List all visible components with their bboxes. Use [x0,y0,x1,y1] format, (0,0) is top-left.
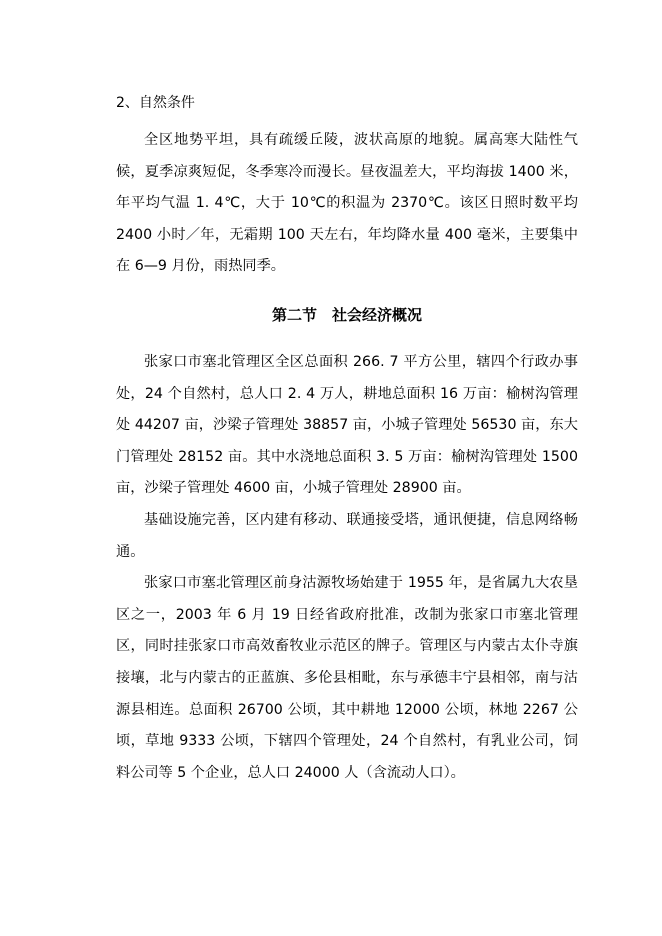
section-title: 第二节 社会经济概况 [271,305,422,324]
natural-conditions-heading: 2、自然条件 [116,95,195,111]
natural-conditions-paragraph: 全区地势平坦，具有疏缓丘陵，波状高原的地貌。属高寒大陆性气候，夏季凉爽短促，冬季寒冷而漫长。昼夜温差大，平均海拔 1400 米，年平均气温 1. 4℃，大于 10℃的积温为 2370℃。该区日照时数平均 2400 小时／年，无霜期 100 天左右，年均降水量 400 毫米，主要集中在 6—9 月份，雨热同季。 [116,132,578,275]
document-page [116,94,578,789]
area-paragraph: 张家口市塞北管理区全区总面积 266. 7 平方公里，辖四个行政办事处，24 个自然村，总人口 2. 4 万人，耕地总面积 16 万亩：榆树沟管理处 44207 亩，沙梁子管理处 38857 亩，小城子管理处 56530 亩，东大门管理处 28152 亩。其中水浇地总面积 3. 5 万亩：榆树沟管理处 1500 亩，沙梁子管理处 4600 亩，小城子管理处 28900 亩。 [116,353,578,497]
history-paragraph: 张家口市塞北管理区前身沽源牧场始建于 1955 年，是省属九大农垦区之一，2003 年 6 月 19 日经省政府批准，改制为张家口市塞北管理区，同时挂张家口市高效畜牧业示范区的牌子。管理区与内蒙古太仆寺旗接壤，北与内蒙古的正蓝旗、多伦县相毗，东与承德丰宁县相邻，南与沽源县相连。总面积 26700 公顷，其中耕地 12000 公顷，林地 2267 公顷，草地 9333 公顷，下辖四个管理处，24 个自然村，有乳业公司，饲料公司等 5 个企业，总人口 24000 人（含流动人口）。 [116,575,578,781]
infrastructure-paragraph: 基础设施完善，区内建有移动、联通接受塔，通讯便捷，信息网络畅通。 [116,511,578,560]
